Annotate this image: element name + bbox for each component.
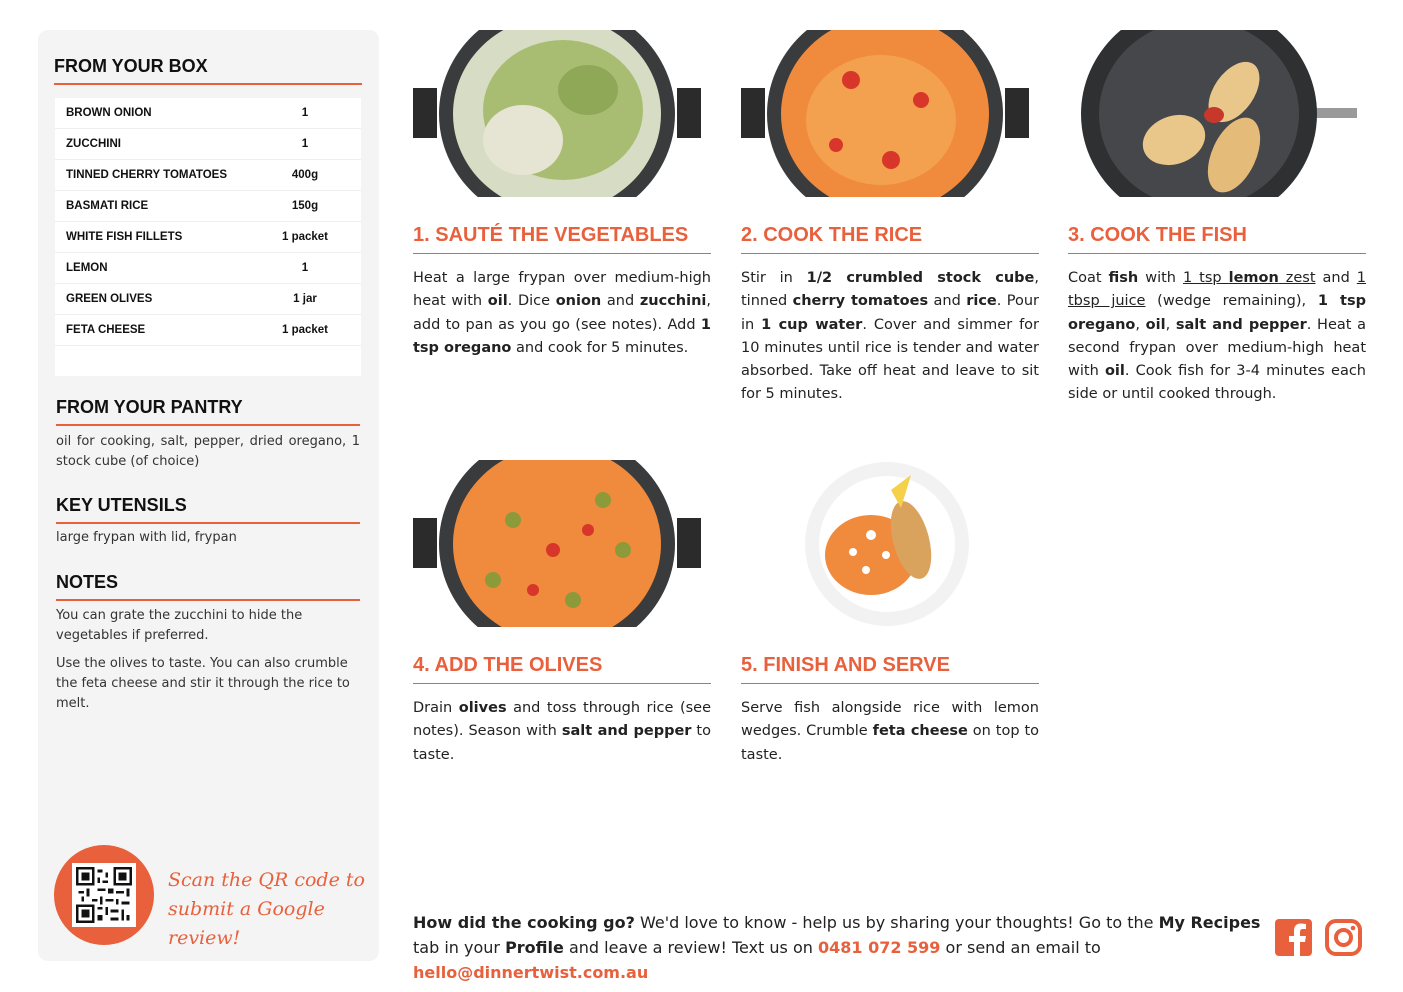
- step-5-text: Serve fish alongside rice with lemon wedges. Crumble feta cheese on top to taste.: [741, 700, 1039, 763]
- cook-fish-pan-image: [1069, 30, 1357, 197]
- note-item: You can grate the zucchini to hide the vegetables if preferred.: [56, 608, 303, 643]
- pantry-text: oil for cooking, salt, pepper, dried oregano, 1 stock cube (of choice): [56, 434, 360, 469]
- ingredient-name: BROWN ONION: [66, 107, 152, 119]
- step-3-text: Coat fish with 1 tsp lemon zest and 1 tbsp juice (wedge remaining), 1 tsp oregano, oil, salt and pepper. Heat a second frypan over medium-high heat with oil. Cook fish for 3-4 minutes each side or until cooked through.: [1068, 270, 1367, 403]
- notes-heading: NOTES: [56, 572, 360, 601]
- step-4-text: Drain olives and toss through rice (see notes). Season with salt and pepper to taste.: [413, 700, 711, 763]
- table-row: [55, 222, 361, 253]
- table-row: [55, 315, 361, 346]
- qr-caption-line: submit a Google review!: [168, 898, 325, 949]
- table-row: [55, 253, 361, 284]
- ingredient-qty: 1 jar: [293, 293, 317, 305]
- ingredient-qty: 150g: [291, 200, 319, 212]
- table-row: [55, 191, 361, 222]
- qr-code-icon[interactable]: [72, 863, 136, 927]
- phone-link[interactable]: 0481 072 599: [817, 938, 941, 957]
- step-1-text: Heat a large frypan over medium-high heat with oil. Dice onion and zucchini, add to pan as you go (see notes). Add 1 tsp oregano and cook for 5 minutes.: [413, 270, 711, 356]
- sidebar: [38, 30, 379, 961]
- ingredient-name: BASMATI RICE: [66, 200, 149, 212]
- step-2-text: Stir in 1/2 crumbled stock cube, tinned cherry tomatoes and rice. Pour in 1 cup water. Cover and simmer for 10 minutes until rice is tender and water absorbed. Take off heat and leave to sit for 5 minutes.: [741, 270, 1040, 403]
- step-2-title: 2. COOK THE RICE: [741, 224, 1039, 254]
- notes-text: [56, 606, 362, 722]
- ingredient-name: ZUCCHINI: [66, 138, 121, 150]
- saute-vegetables-pan-image: [413, 30, 701, 197]
- ingredient-name: WHITE FISH FILLETS: [66, 231, 183, 243]
- key-utensils-heading: KEY UTENSILS: [56, 495, 360, 524]
- ingredient-name: GREEN OLIVES: [66, 293, 153, 305]
- instagram-icon[interactable]: [1325, 919, 1362, 956]
- from-your-pantry-heading: FROM YOUR PANTRY: [56, 397, 360, 426]
- add-olives-pan-image: [413, 460, 701, 627]
- ingredient-name: TINNED CHERRY TOMATOES: [66, 169, 228, 181]
- finish-and-serve-plate-image: [741, 460, 1029, 627]
- ingredient-qty: 400g: [291, 169, 319, 181]
- table-row: [55, 98, 361, 129]
- ingredient-qty: 1: [301, 107, 309, 119]
- qr-caption: [168, 866, 368, 953]
- ingredient-qty: 1 packet: [281, 324, 329, 336]
- ingredient-name: FETA CHEESE: [66, 324, 146, 336]
- step-1-title: 1. SAUTÉ THE VEGETABLES: [413, 224, 711, 254]
- table-row: [55, 160, 361, 191]
- table-row: [55, 129, 361, 160]
- ingredient-qty: 1: [301, 262, 309, 274]
- facebook-icon[interactable]: [1275, 919, 1312, 956]
- qr-code-badge[interactable]: [54, 845, 154, 945]
- qr-caption-line: Scan the QR code to: [168, 869, 365, 891]
- ingredients-table: [55, 98, 361, 376]
- ingredient-qty: 1 packet: [281, 231, 329, 243]
- ingredient-name: LEMON: [66, 262, 108, 274]
- table-row: [55, 284, 361, 315]
- review-footer: How did the cooking go? We'd love to know - help us by sharing your thoughts! Go to the My Recipes tab in your Profile and leave a review! Text us on 0481 072 599 or send an email to hello@dinnertwist.com.au: [413, 913, 1261, 982]
- note-item: Use the olives to taste. You can also crumble the feta cheese and stir it through the rice to melt.: [56, 656, 350, 711]
- email-link[interactable]: hello@dinnertwist.com.au: [413, 963, 649, 982]
- utensils-text: large frypan with lid, frypan: [56, 530, 237, 545]
- step-3-title: 3. COOK THE FISH: [1068, 224, 1366, 254]
- step-4-title: 4. ADD THE OLIVES: [413, 654, 711, 684]
- cook-rice-pan-image: [741, 30, 1029, 197]
- ingredient-qty: 1: [301, 138, 309, 150]
- step-5-title: 5. FINISH AND SERVE: [741, 654, 1039, 684]
- from-your-box-heading: FROM YOUR BOX: [54, 56, 362, 85]
